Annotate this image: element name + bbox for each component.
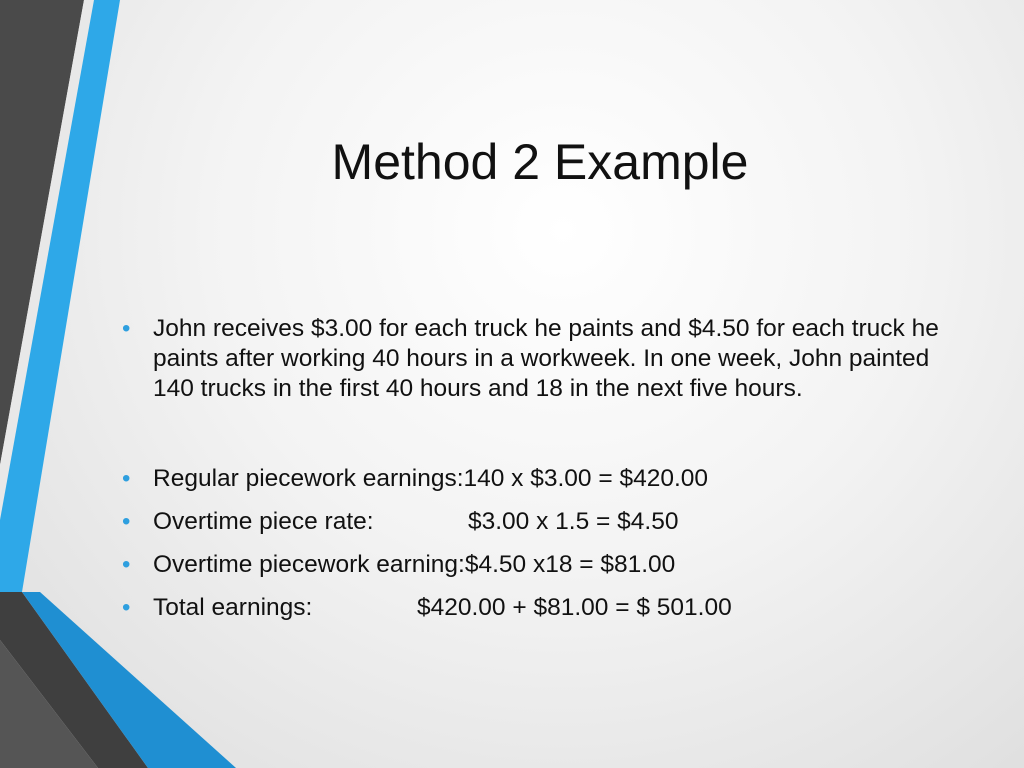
- calc-label: Overtime piece rate:: [153, 508, 374, 535]
- list-item: [122, 507, 962, 537]
- list-item: [122, 314, 962, 404]
- bullet-icon: •: [122, 315, 131, 342]
- bullet-icon: •: [122, 508, 131, 535]
- bullet-list: [122, 314, 962, 636]
- problem-text: John receives $3.00 for each truck he paints and $4.50 for each truck he paints after working 40 hours in a workweek. In one week, John painted 140 trucks in the first 40 hours and 18 in the next five hours.: [153, 315, 939, 402]
- calc-label: Total earnings:: [153, 594, 313, 621]
- list-item: [122, 550, 962, 580]
- calc-value: 140 x $3.00 = $420.00: [463, 465, 709, 492]
- calc-label: Regular piecework earnings:: [153, 465, 464, 492]
- calc-value: $3.00 x 1.5 = $4.50: [468, 508, 679, 535]
- bullet-icon: •: [122, 465, 131, 492]
- slide-title: Method 2 Example: [331, 134, 749, 190]
- bullet-icon: •: [122, 594, 131, 621]
- list-item: [122, 593, 962, 623]
- calc-value: $4.50 x18 = $81.00: [464, 551, 676, 578]
- calc-label: Overtime piecework earning:: [153, 551, 465, 578]
- list-item: [122, 464, 962, 494]
- bullet-icon: •: [122, 551, 131, 578]
- calc-value: $420.00 + $81.00 = $ 501.00: [417, 594, 732, 621]
